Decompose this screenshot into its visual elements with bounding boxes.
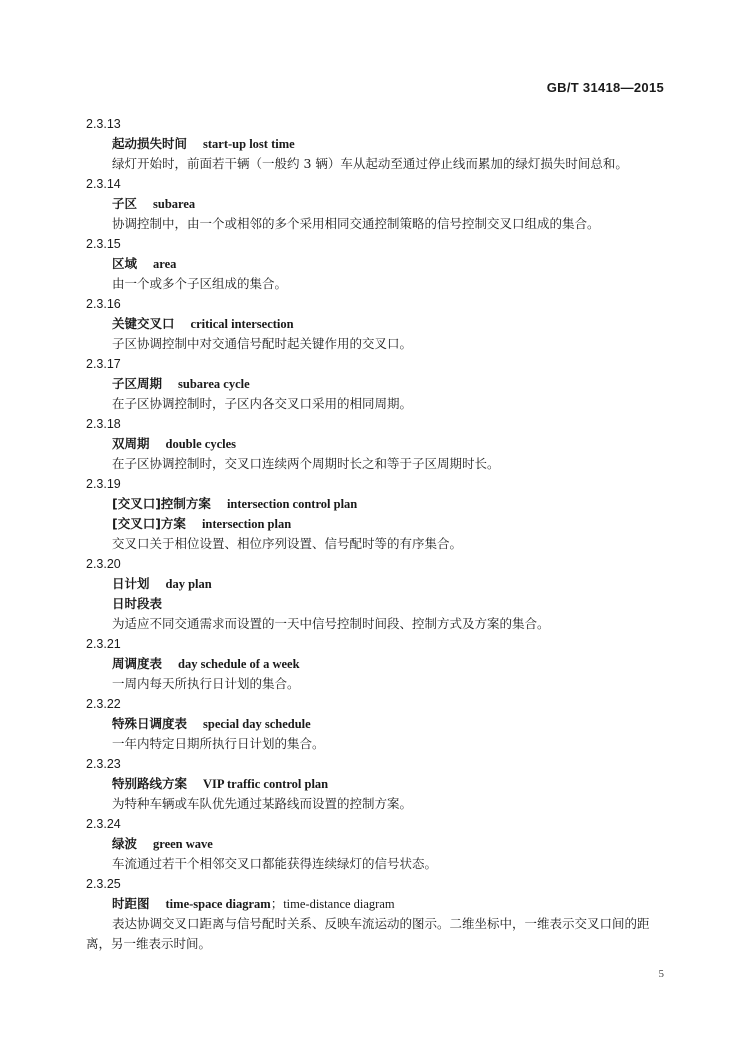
term-line (112, 314, 666, 334)
term-definition: 协调控制中，由一个或相邻的多个采用相同交通控制策略的信号控制交叉口组成的集合。 (112, 216, 600, 231)
term-chinese: 关键交叉口 (112, 316, 175, 331)
term-definition: 绿灯开始时，前面若干辆（一般约 3 辆）车从起动至通过停止线而累加的绿灯损失时间总和。 (112, 156, 628, 171)
standard-number: GB/T 31418—2015 (546, 80, 664, 95)
term-definition: 表达协调交叉口距离与信号配时关系、反映车流运动的图示。二维坐标中，一维表示交叉口间的距离，另一维表示时间。 (86, 916, 650, 951)
term-line (112, 194, 666, 214)
term-line (112, 774, 666, 794)
entry-number: 2.3.21 (86, 637, 121, 651)
term-definition: 在子区协调控制时，子区内各交叉口采用的相同周期。 (112, 396, 413, 411)
entry-number: 2.3.23 (86, 757, 121, 771)
term-definition: 为适应不同交通需求而设置的一天中信号控制时间段、控制方式及方案的集合。 (112, 616, 550, 631)
term-line (112, 894, 666, 914)
term-chinese: 日计划 (112, 576, 150, 591)
term-chinese: 子区周期 (112, 376, 163, 391)
entry-number: 2.3.13 (86, 117, 121, 131)
entry-number: 2.3.17 (86, 357, 121, 371)
term-chinese: 子区 (112, 196, 138, 211)
entry-number: 2.3.24 (86, 817, 121, 831)
entry-number: 2.3.18 (86, 417, 121, 431)
term-chinese: 时距图 (112, 896, 150, 911)
term-chinese: 特殊日调度表 (112, 716, 188, 731)
term-english: time-space diagram (165, 897, 271, 911)
term-definition: 车流通过若干个相邻交叉口都能获得连续绿灯的信号状态。 (112, 856, 438, 871)
term-definition: 由一个或多个子区组成的集合。 (112, 276, 288, 291)
term-line (112, 574, 666, 594)
term-line (112, 494, 666, 514)
term-line (112, 514, 666, 534)
entry-number: 2.3.16 (86, 297, 121, 311)
term-line (112, 714, 666, 734)
term-line (112, 654, 666, 674)
term-chinese: 周调度表 (112, 656, 163, 671)
term-definition: 子区协调控制中对交通信号配时起关键作用的交叉口。 (112, 336, 413, 351)
term-english: intersection plan (201, 517, 292, 531)
term-list (86, 114, 666, 954)
term-line (112, 834, 666, 854)
term-english: subarea (153, 197, 196, 211)
term-english: VIP traffic control plan (203, 777, 329, 791)
term-line (112, 254, 666, 274)
term-chinese: 绿波 (112, 836, 138, 851)
term-definition: 在子区协调控制时，交叉口连续两个周期时长之和等于子区周期时长。 (112, 456, 500, 471)
term-english: green wave (153, 837, 213, 851)
term-chinese: 双周期 (112, 436, 150, 451)
term-english: start-up lost time (203, 137, 295, 151)
term-chinese: [交叉口]方案 (112, 516, 186, 531)
term-definition: 一年内特定日期所执行日计划的集合。 (112, 736, 325, 751)
term-english: subarea cycle (178, 377, 250, 391)
term-line (112, 594, 666, 614)
term-english: special day schedule (203, 717, 311, 731)
term-definition: 为特种车辆或车队优先通过某路线而设置的控制方案。 (112, 796, 413, 811)
page-number: 5 (658, 968, 664, 980)
entry-number: 2.3.14 (86, 177, 121, 191)
term-english: day plan (165, 577, 212, 591)
term-definition: 一周内每天所执行日计划的集合。 (112, 676, 300, 691)
term-english: critical intersection (190, 317, 294, 331)
term-english: day schedule of a week (178, 657, 300, 671)
term-chinese: 日时段表 (112, 596, 163, 611)
entry-number: 2.3.15 (86, 237, 121, 251)
term-english: intersection control plan (226, 497, 358, 511)
entry-number: 2.3.25 (86, 877, 121, 891)
term-english-alt: ；time-distance diagram (270, 897, 395, 911)
term-definition: 交叉口关于相位设置、相位序列设置、信号配时等的有序集合。 (112, 536, 463, 551)
term-chinese: 区域 (112, 256, 138, 271)
term-english: area (153, 257, 177, 271)
term-english: double cycles (165, 437, 236, 451)
term-line (112, 434, 666, 454)
entry-number: 2.3.20 (86, 557, 121, 571)
entry-number: 2.3.19 (86, 477, 121, 491)
term-line (112, 374, 666, 394)
term-chinese: 起动损失时间 (112, 136, 188, 151)
entry-number: 2.3.22 (86, 697, 121, 711)
term-chinese: [交叉口]控制方案 (112, 496, 211, 511)
term-line (112, 134, 666, 154)
term-chinese: 特别路线方案 (112, 776, 188, 791)
